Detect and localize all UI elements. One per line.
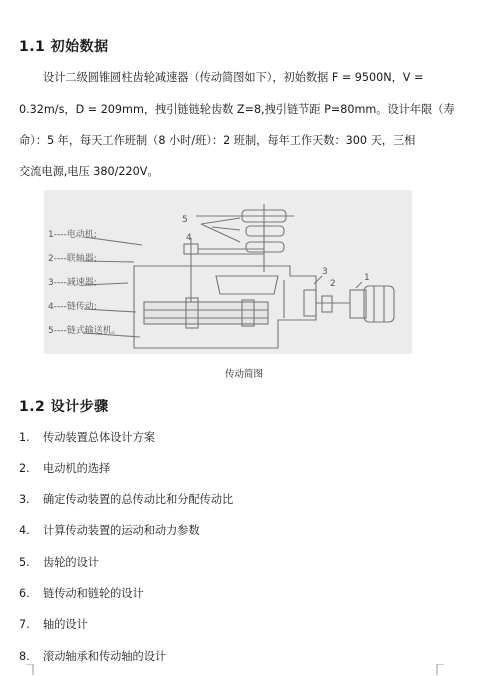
callout-2: 2: [330, 279, 336, 289]
step-number: 2.: [19, 462, 30, 475]
paragraph-line-2: 0.32m/s，D = 209mm，拽引链链轮齿数 Z=8,拽引链节距 P=80mm。设计年限（寿: [19, 103, 455, 116]
figure-caption: 传动简图: [224, 369, 263, 380]
design-step-item: [19, 429, 155, 445]
step-number: 4.: [19, 524, 30, 537]
section-2-heading: 1.2 设计步骤: [19, 399, 109, 415]
design-step-item: [19, 522, 200, 538]
paragraph-line-4: 交流电源,电压 380/220V。: [19, 165, 159, 178]
legend-item-5: 5----链式输送机。: [48, 326, 121, 336]
step-text: 滚动轴承和传动轴的设计: [43, 650, 167, 663]
design-step-item: [19, 648, 166, 664]
step-number: 3.: [19, 493, 30, 506]
step-number: 7.: [19, 618, 30, 631]
legend-item-3: 3----减速器;: [48, 278, 97, 288]
step-text: 计算传动装置的运动和动力参数: [43, 524, 200, 537]
design-step-item: [19, 491, 233, 507]
step-number: 1.: [19, 431, 30, 444]
legend-item-1: 1----电动机;: [48, 230, 97, 240]
design-step-item: [19, 616, 88, 632]
step-text: 链传动和链轮的设计: [43, 587, 144, 600]
transmission-diagram-drawing: [44, 190, 412, 354]
callout-4: 4: [186, 233, 192, 243]
section-1-heading: 1.1 初始数据: [19, 39, 109, 55]
legend-item-4: 4----链传动;: [48, 302, 97, 312]
step-text: 轴的设计: [43, 618, 88, 631]
design-step-item: [19, 585, 144, 601]
legend-item-2: 2----联轴器;: [48, 254, 97, 264]
callout-5: 5: [182, 215, 188, 225]
step-number: 5.: [19, 556, 30, 569]
page-corner-mark-right: [436, 664, 454, 676]
callout-3: 3: [322, 267, 328, 277]
transmission-diagram: [44, 190, 412, 354]
step-number: 8.: [19, 650, 30, 663]
page-corner-mark-left: [16, 664, 34, 676]
callout-1: 1: [364, 273, 370, 283]
step-number: 6.: [19, 587, 30, 600]
design-step-item: [19, 460, 110, 476]
step-text: 传动装置总体设计方案: [43, 431, 155, 444]
design-step-item: [19, 554, 99, 570]
step-text: 齿轮的设计: [43, 556, 99, 569]
paragraph-line-3: 命）：5 年，每天工作班制（8 小时/班）：2 班制，每年工作天数：300 天，三相: [19, 134, 416, 147]
paragraph-line-1: 设计二级圆锥圆柱齿轮减速器（传动简图如下），初始数据 F = 9500N，V =: [43, 71, 424, 84]
step-text: 确定传动装置的总传动比和分配传动比: [43, 493, 234, 506]
step-text: 电动机的选择: [43, 462, 111, 475]
